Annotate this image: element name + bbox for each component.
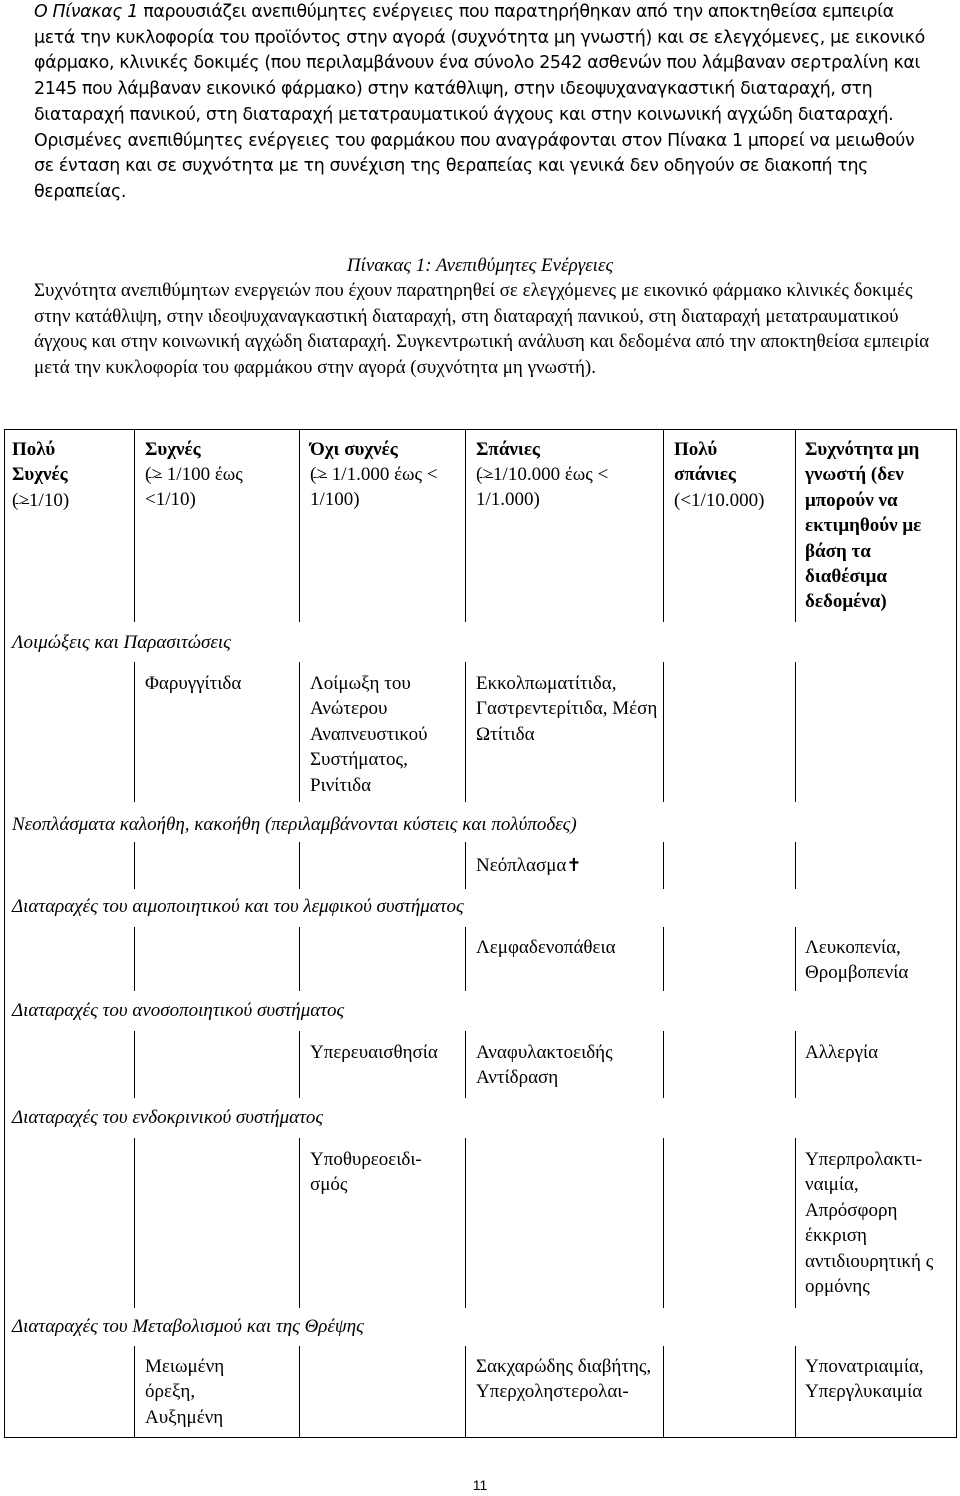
header-very-common-line1: Πολύ	[12, 439, 56, 460]
header-very-common-range: (>1/10)	[12, 490, 70, 511]
section-neoplasms: Νεοπλάσματα καλοήθη, κακοήθη (περιλαμβάνονται κύστεις και πολύποδες)	[12, 814, 577, 835]
cell-metabolism-unknown: Υπονατριαιμία, Υπεργλυκαιμία	[805, 1356, 924, 1403]
cell-infections-rare: Εκκολπωματίτιδα, Γαστρεντερίτιδα, Μέση Ωτίτιδα	[476, 673, 658, 745]
cell-metabolism-rare: Σακχαρώδης διαβήτης, Υπερχοληστερολαι-	[476, 1356, 652, 1403]
table-intro-text: Συχνότητα ανεπιθύμητων ενεργειών που έχουν παρατηρηθεί σε ελεγχόμενες με εικονικό φάρμακο κλινικές δοκιμές στην κατάθλιψη, στην ιδεοψυχαναγκαστική διαταραχή, στη διαταραχή πανικού, στη διαταραχή μετατραυματικού άγχους και στην κοινωνική αγχώδη διαταραχή. Συγκεντρωτική ανάλυση και δεδομένα από την αποκτηθείσα εμπειρία μετά την κυκλοφορία του φαρμάκου στην αγορά (συχνότητα μη γνωστή).	[34, 280, 930, 378]
header-unknown-frequency: Συχνότητα μη γνωστή (δεν μπορούν να εκτιμηθούν με βάση τα διαθέσιμα δεδομένα)	[805, 439, 922, 613]
header-uncommon-range: (> 1/1.000 έως < 1/100)	[310, 464, 438, 511]
intro-paragraph-1	[34, 0, 934, 129]
table-intro	[34, 278, 934, 380]
cell-infections-common: Φαρυγγίτιδα	[145, 673, 242, 694]
intro-paragraph-2: Ορισμένες ανεπιθύμητες ενέργειες του φαρμάκου που αναγράφονται στον Πίνακα 1 μπορεί να μειωθούν σε ένταση και σε συχνότητα με τη συνέχιση της θεραπείας και γενικά δεν οδηγούν σε διακοπή της θεραπείας.	[34, 130, 915, 202]
cell-endocrine-unknown: Υπερπρολακτι-ναιμία, Απρόσφορη έκκριση αντιδιουρητική ς ορμόνης	[805, 1149, 934, 1298]
header-very-rare-range: (<1/10.000)	[674, 490, 765, 511]
cell-metabolism-common: Μειωμένη όρεξη, Αυξημένη	[145, 1356, 225, 1428]
cell-blood-rare: Λεμφαδενοπάθεια	[476, 937, 616, 958]
cell-immune-unknown: Αλλεργία	[805, 1042, 879, 1063]
table-reference: Ο Πίνακας 1	[34, 2, 139, 22]
header-rare-range: (>1/10.000 έως < 1/1.000)	[476, 464, 609, 511]
section-metabolism: Διαταραχές του Μεταβολισμού και της Θρέψης	[12, 1316, 364, 1337]
header-common-range: (> 1/100 έως <1/10)	[145, 464, 243, 511]
cell-neoplasms-rare: Νεόπλασμα✝	[476, 855, 582, 876]
intro-paragraph-1-text: παρουσιάζει ανεπιθύμητες ενέργειες που παρατηρήθηκαν από την αποκτηθείσα εμπειρία μετά την κυκλοφορία του προϊόντος στην αγορά (συχνότητα μη γνωστή) και σε ελεγχόμενες, με εικονικό φάρμακο, κλινικές δοκιμές (που περιλαμβάνουν ένα σύνολο 2542 ασθενών που λάμβαναν σερτραλίνη και 2145 που λάμβαναν εικονικό φάρμακο) στην κατάθλιψη, στην ιδεοψυχαναγκαστική διαταραχή, στη διαταραχή πανικού, στη διαταραχή μετατραυματικού άγχους και στην κοινωνική αγχώδη διαταραχή.	[34, 2, 925, 125]
header-very-common	[12, 437, 130, 488]
cell-endocrine-uncommon: Υποθυρεοειδι-σμός	[310, 1149, 422, 1196]
section-immune: Διαταραχές του ανοσοποιητικού συστήματος	[12, 1000, 345, 1021]
header-very-rare: Πολύ σπάνιες	[674, 439, 736, 486]
cell-immune-uncommon: Υπερευαισθησία	[310, 1042, 438, 1063]
cell-blood-unknown: Λευκοπενία, Θρομβοπενία	[805, 937, 909, 984]
header-common: Συχνές	[145, 439, 201, 460]
section-blood-lymphatic: Διαταραχές του αιμοποιητικού και του λεμφικού συστήματος	[12, 896, 464, 917]
section-endocrine: Διαταραχές του ενδοκρινικού συστήματος	[12, 1107, 324, 1128]
section-infections: Λοιμώξεις και Παρασιτώσεις	[12, 632, 231, 653]
cell-infections-uncommon: Λοίμωξη του Ανώτερου Αναπνευστικού Συστήματος, Ρινίτιδα	[310, 673, 428, 796]
header-very-common-line2: Συχνές	[12, 464, 68, 486]
header-uncommon: Όχι συχνές	[310, 439, 398, 460]
intro-text	[34, 0, 934, 206]
header-rare: Σπάνιες	[476, 439, 540, 460]
dagger-icon: ✝	[566, 855, 582, 876]
cell-immune-rare: Αναφυλακτοειδής Αντίδραση	[476, 1042, 613, 1089]
table-caption: Πίνακας 1: Ανεπιθύμητες Ενέργειες	[346, 255, 614, 276]
page-number: 11	[472, 1477, 488, 1493]
